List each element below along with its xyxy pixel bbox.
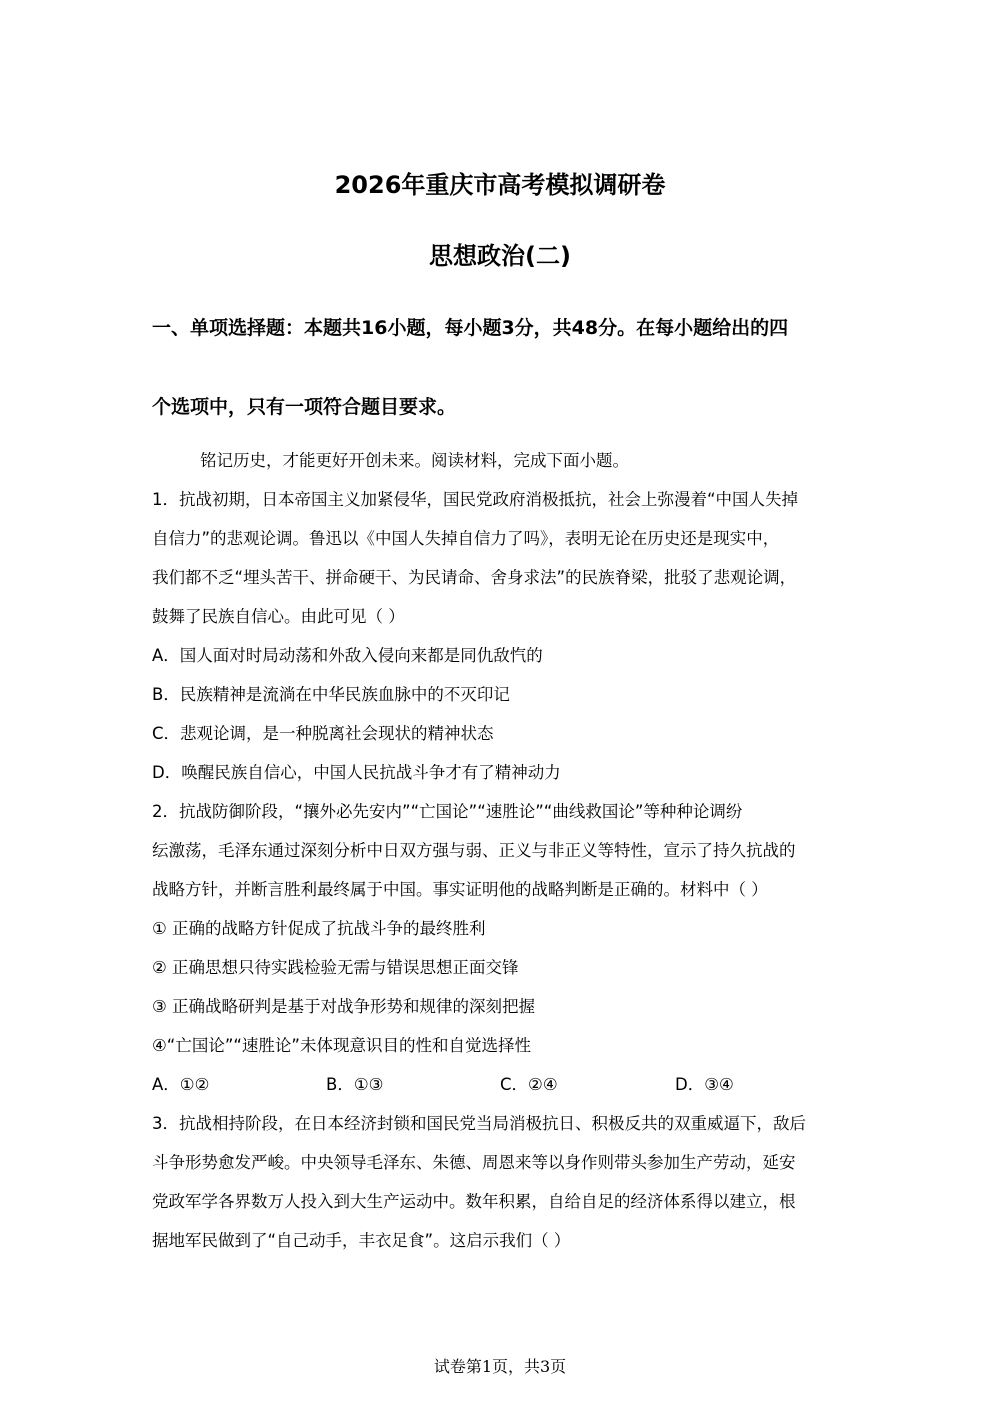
q1-option-d: D．唤醒民族自信心，中国人民抗战斗争才有了精神动力	[152, 763, 561, 782]
q3-stem-line: 斗争形势愈发严峻。中央领导毛泽东、朱德、周恩来等以身作则带头参加生产劳动，延安	[152, 1153, 796, 1172]
q1-stem-line: 我们都不乏“埋头苦干、拼命硬干、为民请命、舍身求法”的民族脊梁，批驳了悲观论调，	[152, 568, 797, 587]
q1-stem-line: 1．抗战初期，日本帝国主义加紧侵华，国民党政府消极抵抗，社会上弥漫着“中国人失掉	[152, 490, 799, 509]
q1-option-c: C．悲观论调，是一种脱离社会现状的精神状态	[152, 724, 494, 743]
q1-option-b: B．民族精神是流淌在中华民族血脉中的不灭印记	[152, 685, 510, 704]
q2-stem-line: 战略方针，并断言胜利最终属于中国。事实证明他的战略判断是正确的。材料中（ ）	[152, 880, 768, 899]
q2-statement-4: ④“亡国论”“速胜论”未体现意识目的性和自觉选择性	[152, 1036, 531, 1055]
q1-stem-line: 自信力”的悲观论调。鲁迅以《中国人失掉自信力了吗》，表明无论在历史还是现实中，	[152, 529, 780, 548]
q1-option-a: A．国人面对时局动荡和外敌入侵向来都是同仇敌忾的	[152, 646, 543, 665]
material-intro: 铭记历史，才能更好开创未来。阅读材料，完成下面小题。	[200, 451, 629, 470]
q2-option-a: A．①②	[152, 1075, 210, 1094]
q2-statement-3: ③ 正确战略研判是基于对战争形势和规律的深刻把握	[152, 997, 536, 1016]
q2-statement-2: ② 正确思想只待实践检验无需与错误思想正面交锋	[152, 958, 519, 977]
q3-stem-line: 党政军学各界数万人投入到大生产运动中。数年积累，自给自足的经济体系得以建立，根	[152, 1192, 796, 1211]
q2-option-d: D．③④	[675, 1075, 734, 1094]
exam-subject: 思想政治(二)	[429, 242, 571, 270]
section-heading-line1: 一、单项选择题：本题共16小题，每小题3分，共48分。在每小题给出的四	[152, 317, 789, 339]
section-heading-line2: 个选项中，只有一项符合题目要求。	[152, 396, 457, 418]
q2-stem-line: 纭激荡，毛泽东通过深刻分析中日双方强与弱、正义与非正义等特性，宣示了持久抗战的	[152, 841, 796, 860]
page-footer: 试卷第1页，共3页	[433, 1357, 567, 1376]
q2-statement-1: ① 正确的战略方针促成了抗战斗争的最终胜利	[152, 919, 486, 938]
q1-stem-line: 鼓舞了民族自信心。由此可见（ ）	[152, 607, 405, 626]
q2-option-b: B．①③	[326, 1075, 384, 1094]
q2-stem-line: 2．抗战防御阶段，“攘外必先安内”“亡国论”“速胜论”“曲线救国论”等种种论调纷	[152, 802, 743, 821]
exam-title: 2026年重庆市高考模拟调研卷	[334, 171, 666, 199]
q3-stem-line: 据地军民做到了“自己动手，丰衣足食”。这启示我们（ ）	[152, 1231, 571, 1250]
q2-option-c: C．②④	[500, 1075, 558, 1094]
q3-stem-line: 3．抗战相持阶段，在日本经济封锁和国民党当局消极抗日、积极反共的双重威逼下，敌后	[152, 1114, 806, 1133]
